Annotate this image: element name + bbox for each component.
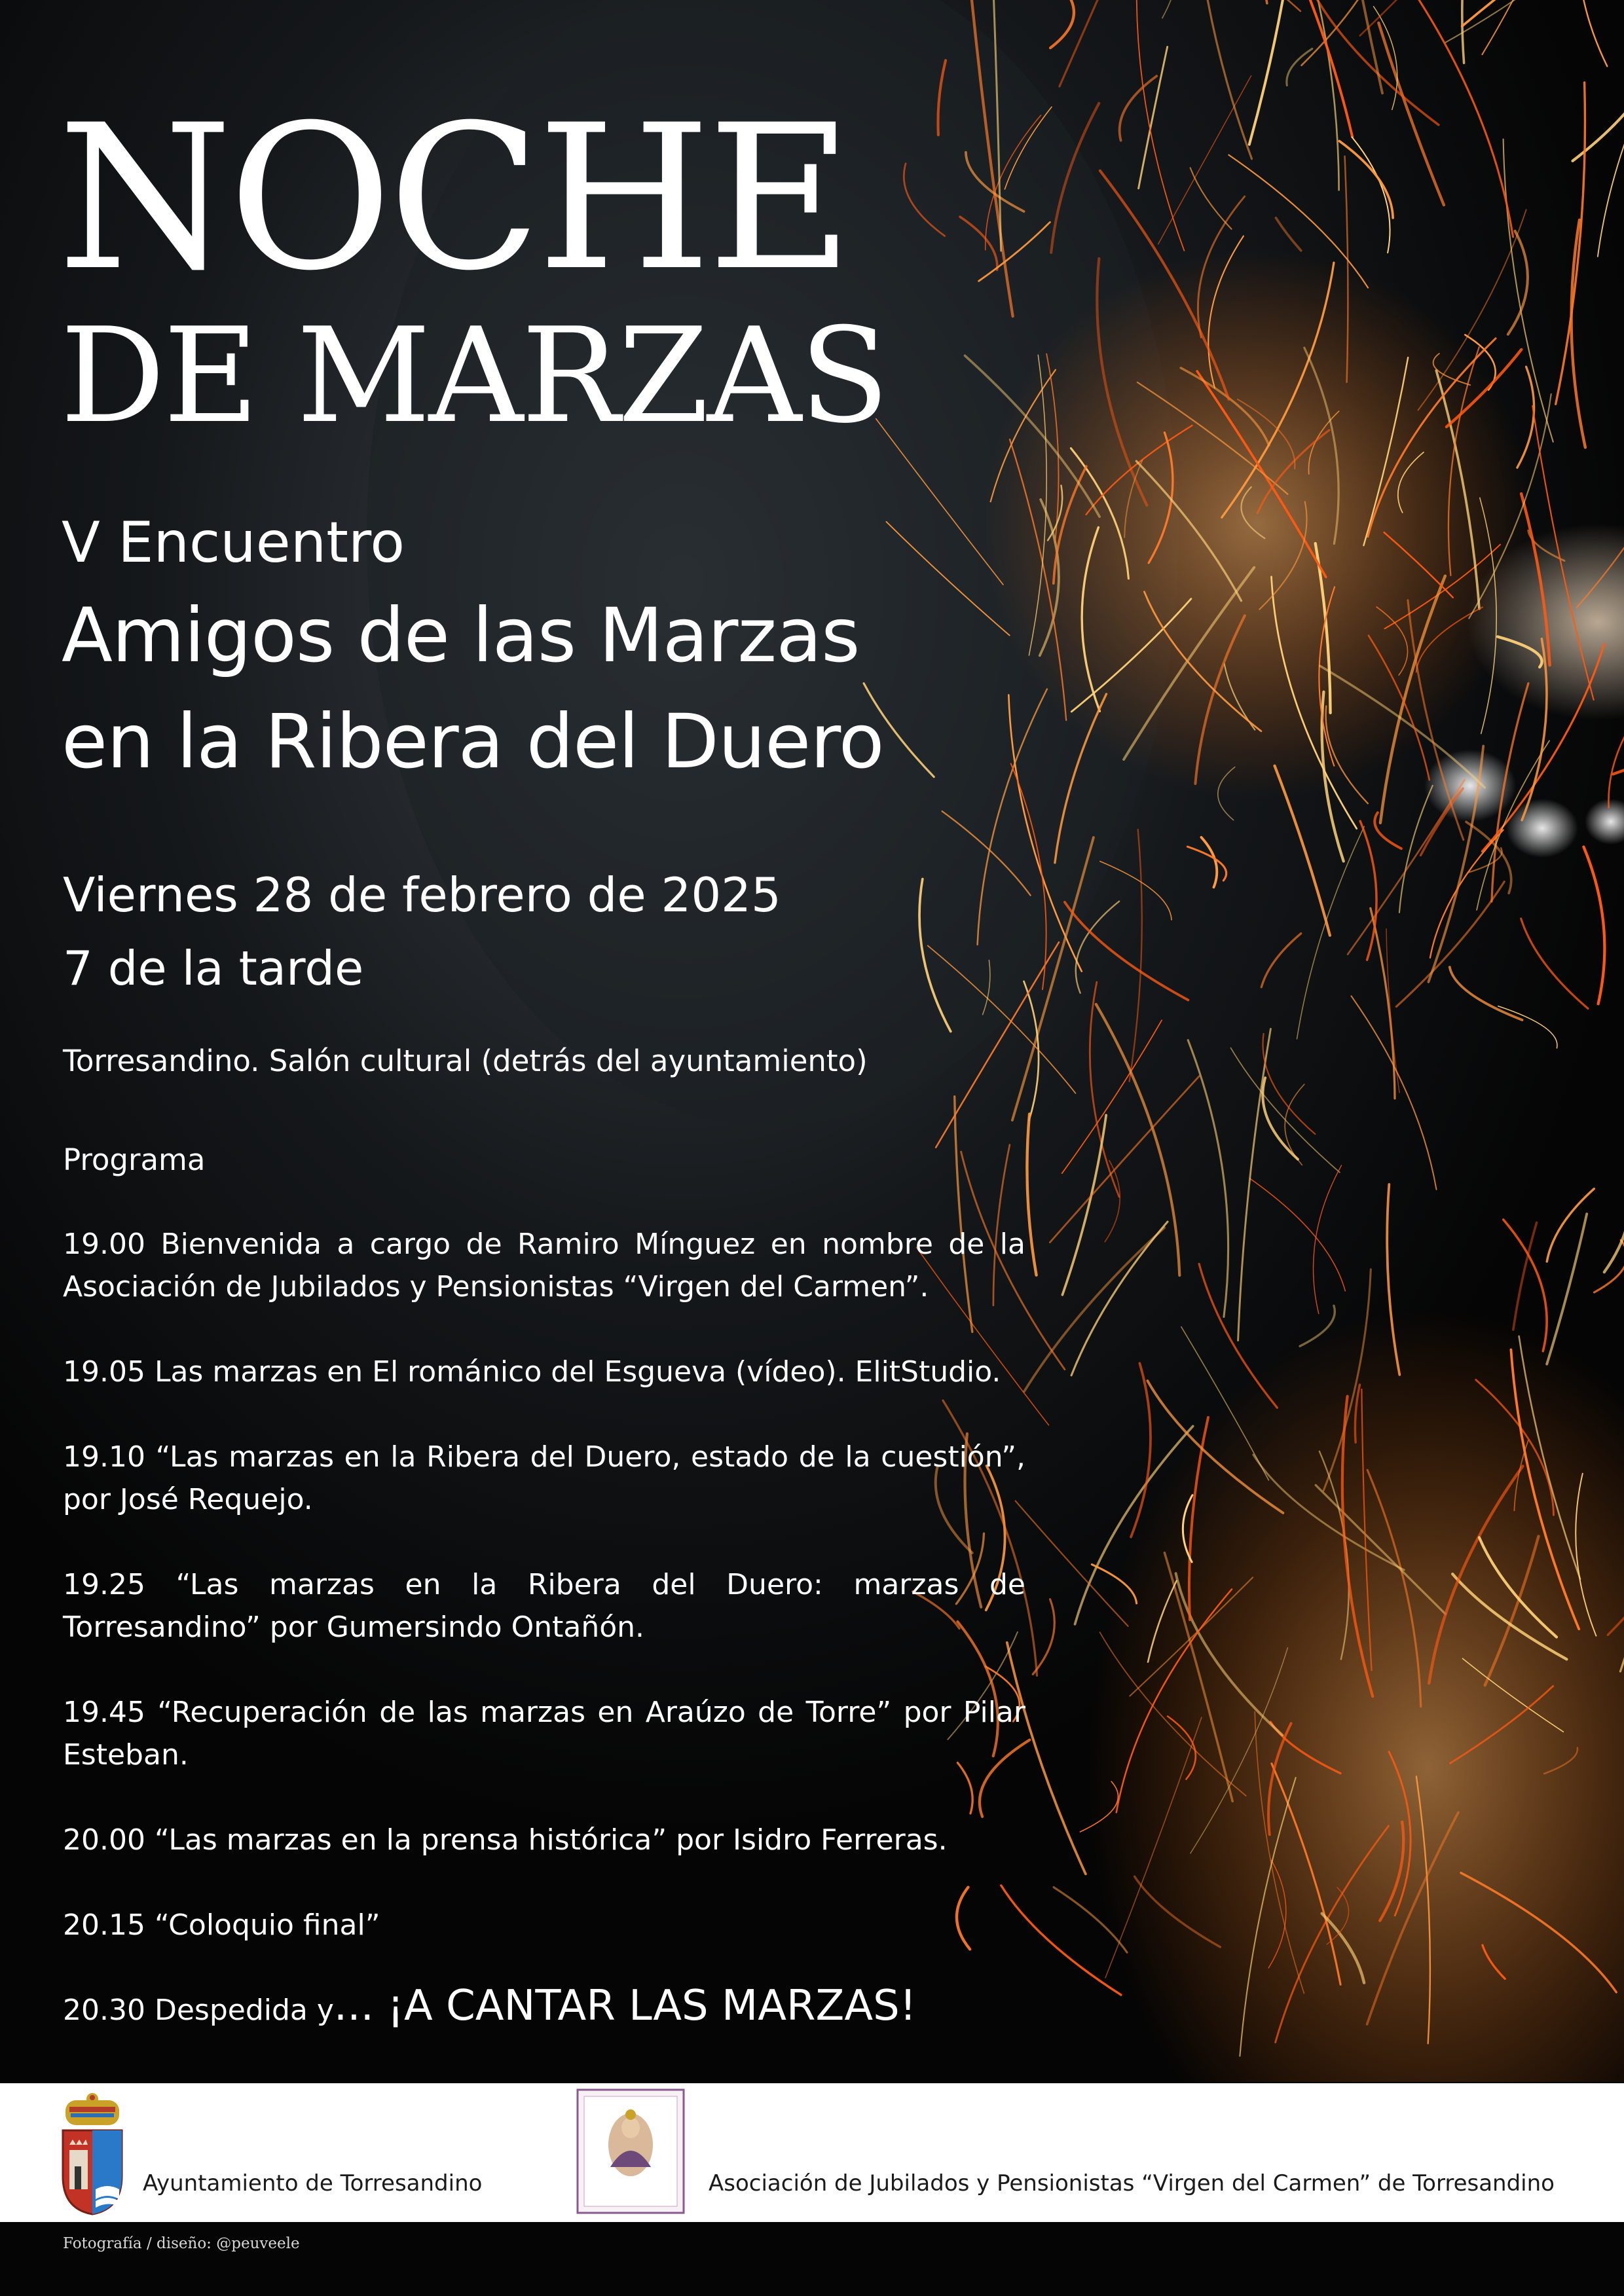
subtitle-line-2: en la Ribera del Duero xyxy=(62,698,884,785)
program-item: 19.00 Bienvenida a cargo de Ramiro Mínguez en nombre de la Asociación de Jubilados y Pensionistas “Virgen del Carmen”. xyxy=(63,1228,1025,1303)
event-time: 7 de la tarde xyxy=(63,941,364,996)
final-item-prefix: 20.30 Despedida y xyxy=(63,1994,334,2027)
title-line-1: NOCHE xyxy=(58,82,849,314)
association-logo-icon xyxy=(576,2088,685,2214)
program-item: 19.25 “Las marzas en la Ribera del Duero: marzas de Torresandino” por Gumersindo Ontañón. xyxy=(63,1568,1025,1644)
sponsor-footer xyxy=(0,2083,1624,2222)
town-hall-label: Ayuntamiento de Torresandino xyxy=(143,2170,483,2196)
event-venue: Torresandino. Salón cultural (detrás del ayuntamiento) xyxy=(63,1044,868,1078)
town-coat-of-arms-icon xyxy=(56,2091,128,2215)
program-item: 19.45 “Recuperación de las marzas en Araúzo de Torre” por Pilar Esteban. xyxy=(63,1696,1025,1772)
program-list xyxy=(63,1223,1025,2074)
event-date: Viernes 28 de febrero de 2025 xyxy=(63,867,781,922)
program-item: 20.00 “Las marzas en la prensa histórica” por Isidro Ferreras. xyxy=(63,1823,948,1857)
association-label: Asociación de Jubilados y Pensionistas “Virgen del Carmen” de Torresandino xyxy=(709,2170,1555,2196)
edition-label: V Encuentro xyxy=(62,510,405,575)
title-line-2: DE MARZAS xyxy=(60,300,888,452)
subtitle-line-1: Amigos de las Marzas xyxy=(62,592,860,679)
program-item-final xyxy=(63,1982,1025,2032)
final-item-emphasis: ... ¡A CANTAR LAS MARZAS! xyxy=(333,1982,917,2030)
program-item: 19.05 Las marzas en El románico del Esgueva (vídeo). ElitStudio. xyxy=(63,1355,1001,1389)
photo-design-credit: Fotografía / diseño: @peuveele xyxy=(63,2235,300,2252)
program-heading: Programa xyxy=(63,1142,206,1177)
program-item: 20.15 “Coloquio final” xyxy=(63,1908,380,1942)
program-item: 19.10 “Las marzas en la Ribera del Duero, estado de la cuestión”, por José Requejo. xyxy=(63,1440,1025,1516)
